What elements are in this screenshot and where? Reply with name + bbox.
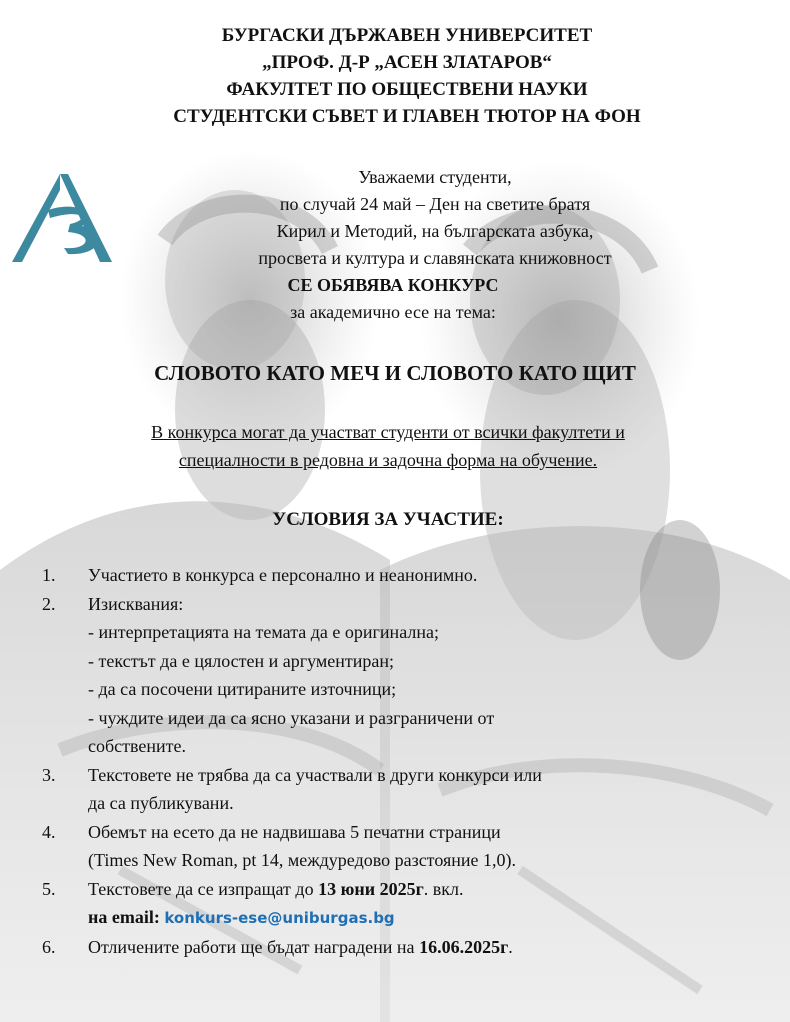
- header-university-patron: „ПРОФ. Д-Р „АСЕН ЗЛАТАРОВ“: [262, 52, 552, 73]
- list-item-number: 1.: [42, 565, 56, 585]
- greeting-occasion-cont: Кирил и Методий, на българската азбука,: [276, 221, 594, 241]
- list-item: [0, 590, 648, 761]
- list-item-number: 3.: [42, 764, 56, 785]
- list-item-text: собствените.: [88, 736, 187, 756]
- award-text: Отличените работи ще бъдат наградени на: [88, 936, 420, 957]
- list-item: [0, 875, 648, 933]
- eligibility-note: [0, 418, 776, 474]
- email-label: на email:: [88, 907, 165, 927]
- list-item-text: Участието в конкурса е персонално и неанонимно.: [88, 565, 478, 585]
- list-item-text: - текстът да е цялостен и аргументиран;: [88, 650, 395, 671]
- list-item-text: Изисквания:: [88, 593, 184, 614]
- list-item-text: - чуждите идеи да са ясно указани и разграничени от: [88, 707, 495, 728]
- eligibility-line-2: специалности в редовна и задочна форма на обучение.: [178, 450, 598, 470]
- submission-text: Текстовете да се изпращат до: [88, 878, 319, 899]
- list-item-text: - интерпретацията на темата да е оригинална;: [88, 622, 439, 642]
- email-link[interactable]: konkurs-ese@uniburgas.bg: [164, 909, 395, 927]
- university-header: [0, 22, 790, 130]
- list-item: [0, 818, 648, 875]
- award-date: 16.06.2025г: [419, 936, 509, 957]
- list-item-text: Текстовете не трябва да са участвали в други конкурси или: [88, 764, 542, 785]
- list-item-number: 4.: [42, 821, 56, 842]
- conditions-title: УСЛОВИЯ ЗА УЧАСТИЕ:: [272, 509, 504, 530]
- greeting-salutation: Уважаеми студенти,: [358, 167, 512, 187]
- header-student-council: СТУДЕНТСКИ СЪВЕТ И ГЛАВЕН ТЮТОР НА ФОН: [173, 106, 641, 127]
- essay-theme: СЛОВОТО КАТО МЕЧ И СЛОВОТО КАТО ЩИТ: [154, 361, 636, 385]
- eligibility-line-1: В конкурса могат да участват студенти от всички факултети и: [151, 422, 625, 442]
- list-item-number: 6.: [42, 936, 56, 957]
- list-item-text: - да са посочени цитираните източници;: [88, 679, 397, 699]
- contest-announcement: СЕ ОБЯВЯВА КОНКУРС: [287, 275, 499, 295]
- list-item-text: [88, 875, 648, 904]
- conditions-list: [0, 561, 790, 961]
- essay-theme-intro: за академично есе на тема:: [290, 302, 496, 322]
- list-item: [0, 933, 648, 962]
- award-text-end: .: [508, 936, 513, 957]
- greeting-occasion: по случай 24 май – Ден на светите братя: [279, 194, 591, 214]
- submission-deadline: 13 юни 2025г: [318, 878, 424, 899]
- greeting-block: [0, 164, 790, 326]
- list-item-text: да са публикувани.: [88, 793, 234, 813]
- header-faculty: ФАКУЛТЕТ ПО ОБЩЕСТВЕНИ НАУКИ: [226, 79, 588, 100]
- header-university-name: БУРГАСКИ ДЪРЖАВЕН УНИВЕРСИТЕТ: [221, 25, 593, 46]
- submission-text-end: . вкл.: [423, 878, 464, 899]
- list-item-text: Обемът на есето да не надвишава 5 печатни страници: [88, 821, 501, 842]
- list-item: [0, 561, 648, 590]
- list-item-number: 2.: [42, 593, 56, 614]
- list-item: [0, 761, 648, 818]
- list-item-text: [88, 903, 648, 933]
- list-item-text: [88, 933, 648, 962]
- list-item-number: 5.: [42, 878, 56, 899]
- greeting-occasion-end: просвета и култура и славянската книжовност: [258, 248, 612, 268]
- list-item-text: (Times New Roman, pt 14, междуредово разстояние 1,0).: [88, 850, 517, 870]
